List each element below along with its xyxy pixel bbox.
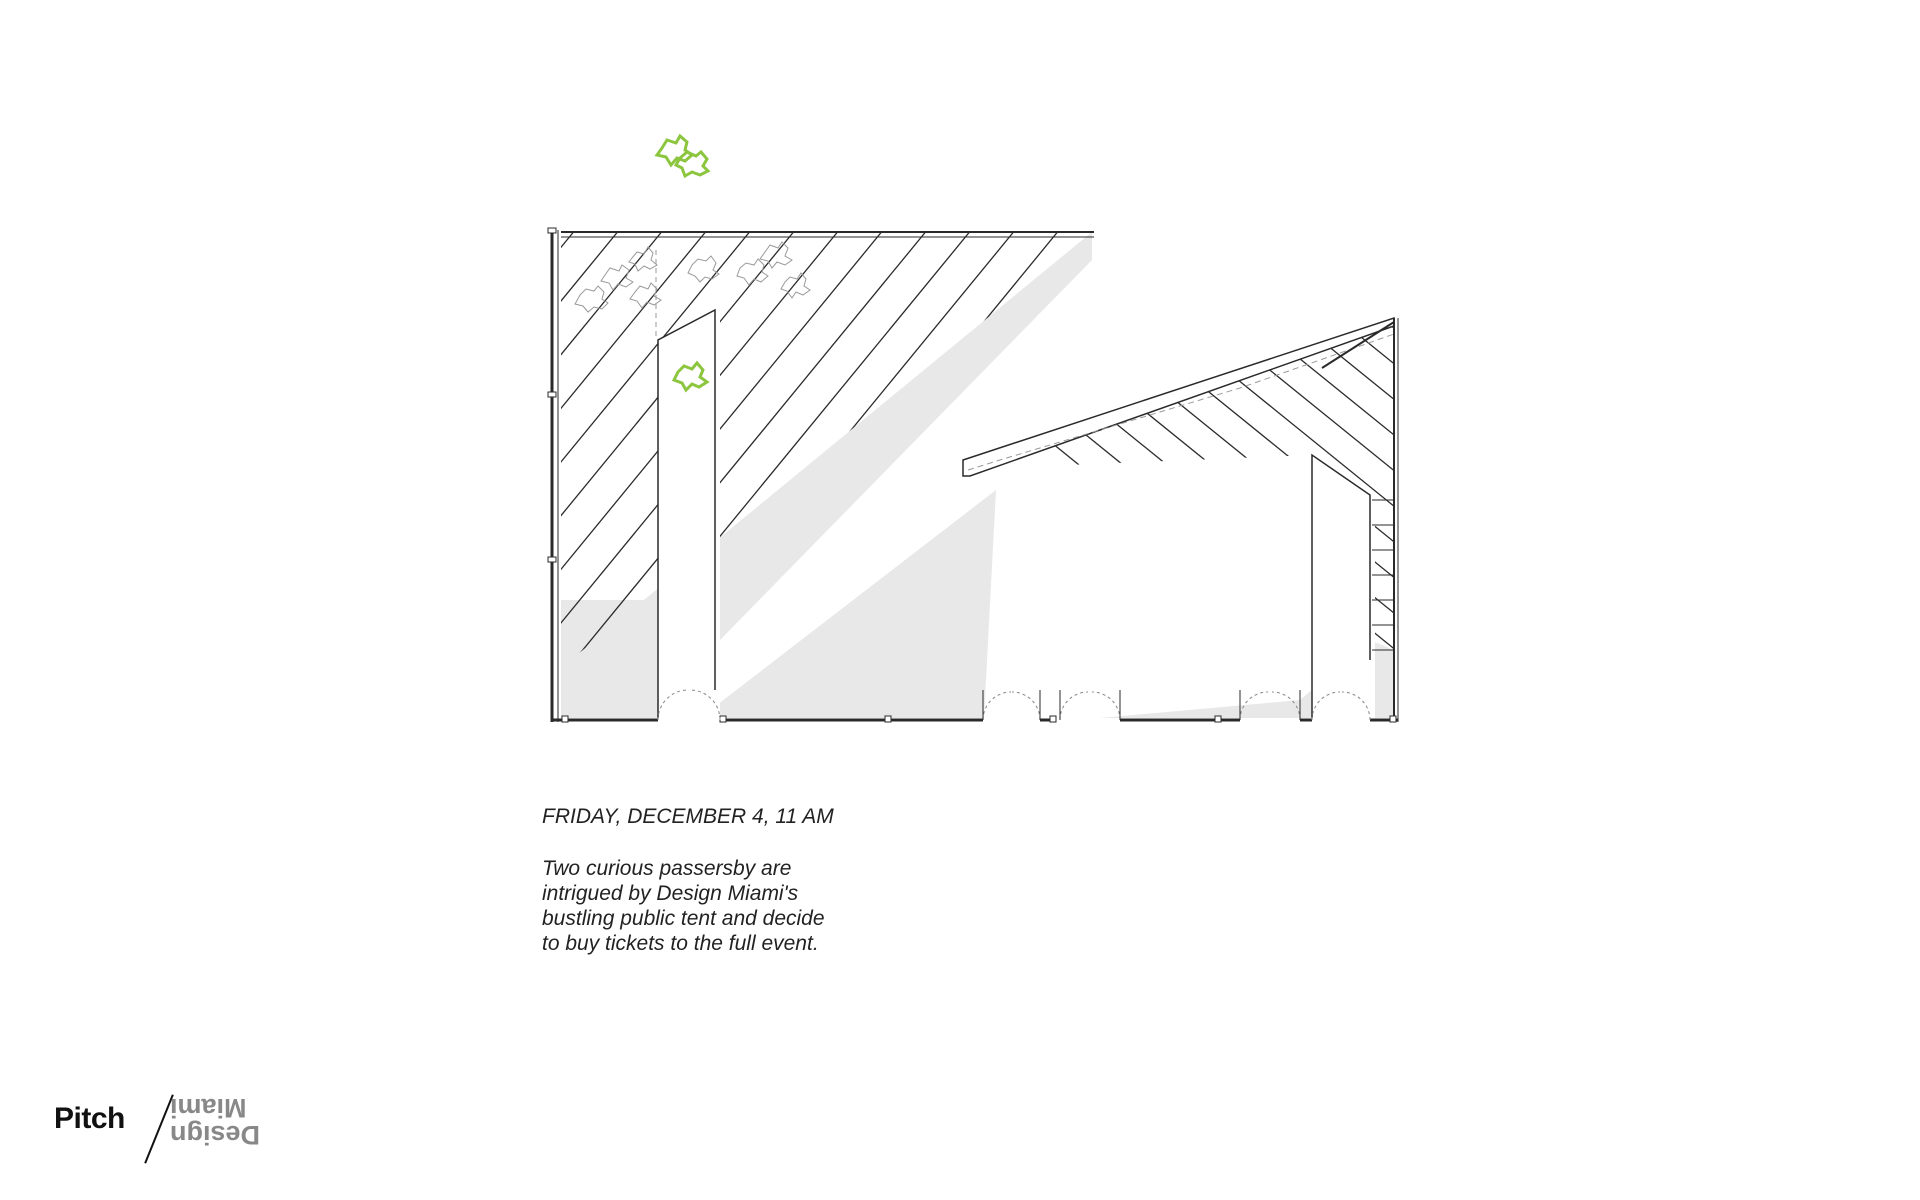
hatch-line <box>1096 232 1454 668</box>
hatch-line <box>216 232 574 668</box>
caption-line: intrigued by Design Miami's <box>542 882 799 905</box>
hatch-line <box>1340 320 1760 660</box>
hatch-line <box>944 320 1364 660</box>
hatch-line <box>0 232 266 668</box>
hatch-line <box>1384 320 1804 660</box>
hatch-line <box>40 232 398 668</box>
hatch-line <box>0 232 222 668</box>
caption-title: FRIDAY, DECEMBER 4, 11 AM <box>542 805 834 828</box>
logo-word-design: Design <box>170 1120 261 1150</box>
hatch-line <box>128 232 486 668</box>
hatch-line <box>1428 320 1848 660</box>
pitch-design-miami-logo <box>50 1088 261 1168</box>
hatch-line <box>0 232 354 668</box>
hatch-line <box>1228 232 1586 668</box>
logo-design-miami-mirrored <box>170 1094 262 1148</box>
logo-pitch-word: Pitch <box>54 1102 125 1135</box>
caption-line: to buy tickets to the full event. <box>542 932 819 955</box>
hatch-line <box>84 232 442 668</box>
hatch-line <box>1560 320 1920 660</box>
hatch-line <box>1360 232 1718 668</box>
hatch-line <box>0 232 310 668</box>
hatch-line <box>1448 232 1806 668</box>
caption-body <box>542 856 862 956</box>
hatch-line <box>1076 320 1496 660</box>
hatch-line <box>1472 320 1892 660</box>
hatch-line <box>1516 320 1920 660</box>
logo-word-miami: Miami <box>170 1093 247 1123</box>
hatch-line <box>1404 232 1762 668</box>
caption-line: bustling public tent and decide <box>542 907 825 930</box>
caption-line: Two curious passersby are <box>542 857 792 880</box>
hatch-line <box>1492 232 1850 668</box>
hatch-line <box>172 232 530 668</box>
right-tent <box>900 318 1920 722</box>
hatch-line <box>1208 320 1628 660</box>
